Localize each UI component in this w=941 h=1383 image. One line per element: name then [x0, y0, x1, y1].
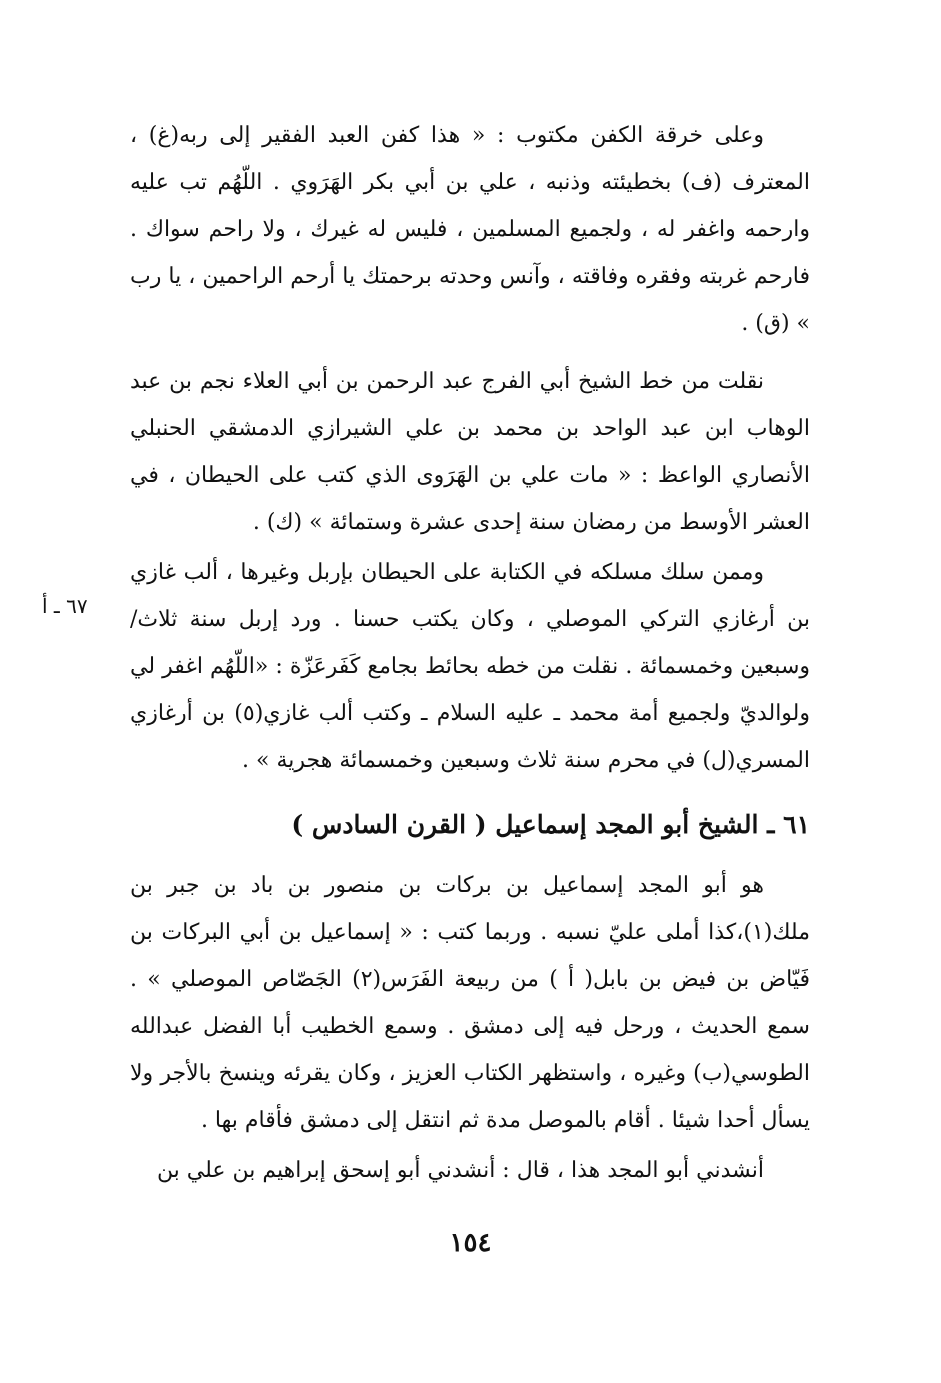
body-paragraph-1 — [130, 112, 810, 347]
body-paragraph-5 — [130, 1147, 810, 1194]
paragraph-text: وعلى خرقة الكفن مكتوب : « هذا كفن العبد الفقير إلى ربه(غ) ، المعترف (ف) بخطيئته وذنبه ، علي بن أبي بكر الهَرَوي . اللّهُم تب عليه وارحمه واغفر له ، ولجميع المسلمين ، فليس له غيرك ، ولا راحم سواك . فارحم غربته وفقره وفاقته ، وآنس وحدته برحمتك يا أرحم الراحمين ، يا رب » (ق) . — [130, 123, 810, 336]
manuscript-folio-note: ٦٧ ـ أ — [42, 594, 88, 618]
body-paragraph-4 — [130, 862, 810, 1144]
paragraph-text: نقلت من خط الشيخ أبي الفرج عبد الرحمن بن أبي العلاء نجم بن عبد الوهاب ابن عبد الواحد بن محمد بن علي الشيرازي الدمشقي الحنبلي الأنصاري الواعظ : « مات علي بن الهَرَوى الذي كتب على الحيطان ، في العشر الأوسط من رمضان سنة إحدى عشرة وستمائة » (ك) . — [130, 369, 810, 535]
body-paragraph-2 — [130, 358, 810, 546]
page-number: ١٥٤ — [449, 1228, 492, 1258]
body-paragraph-3 — [130, 549, 810, 784]
paragraph-text: وممن سلك مسلكه في الكتابة على الحيطان بإربل وغيرها ، ألب غازي بن أرغازي التركي الموصلي ، وكان يكتب حسنا . ورد إربل سنة ثلاث/ وسبعين وخمسمائة . نقلت من خطه بحائط بجامع كَفَرعَزّة : «اللّهُم اغفر لي ولوالديّ ولجميع أمة محمد ـ عليه السلام ـ وكتب ألب غازي(٥) بن أرغازي المسري(ل) في محرم سنة ثلاث وسبعين وخمسمائة هجرية » . — [130, 560, 810, 773]
section-heading: ٦١ ـ الشيخ أبو المجد إسماعيل ( القرن السادس ) — [291, 810, 810, 839]
paragraph-text: أنشدني أبو المجد هذا ، قال : أنشدني أبو إسحق إبراهيم بن علي بن — [156, 1158, 764, 1183]
paragraph-text: هو أبو المجد إسماعيل بن بركات بن منصور بن باد بن جبر بن ملك(١)،كذا أملى عليّ نسبه . وربما كتب : « إسماعيل بن أبي البركات بن فَيّاض بن فيض بن بابل( أ ) من ربيعة الفَرَس(٢) الجَصّاص الموصلي » . سمع الحديث ، ورحل فيه إلى دمشق . وسمع الخطيب أبا الفضل عبدالله الطوسي(ب) وغيره ، واستظهر الكتاب العزيز ، وكان يقرئه وينسخ بالأجر ولا يسأل أحدا شيئا . أقام بالموصل مدة ثم انتقل إلى دمشق فأقام بها . — [130, 873, 811, 1133]
